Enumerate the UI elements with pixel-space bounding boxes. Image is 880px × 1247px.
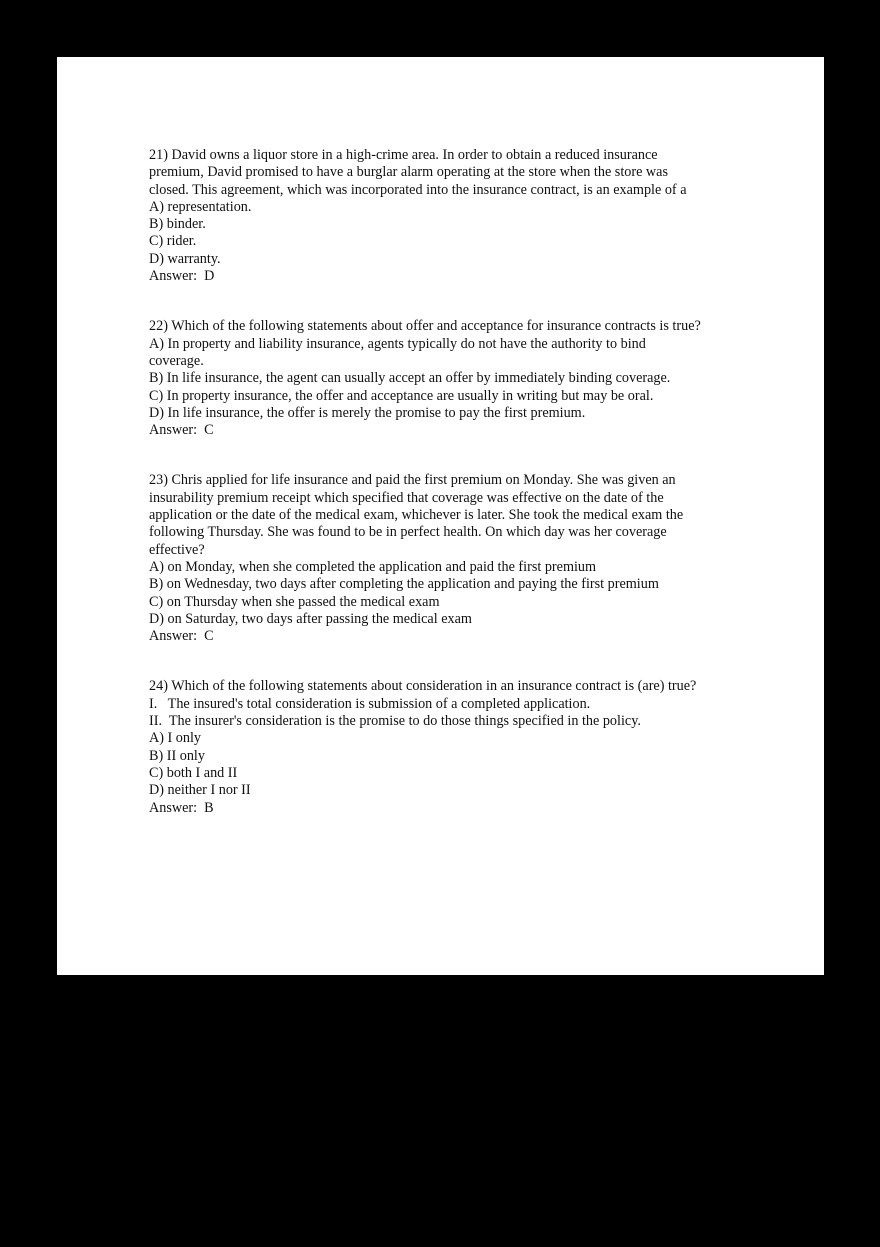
question-22 [149,318,789,439]
option-line: D) on Saturday, two days after passing the medical exam [149,610,472,627]
answer-line: Answer: C [149,628,214,645]
question-stem-line: 22) Which of the following statements about offer and acceptance for insurance contracts is true? [149,318,701,335]
document-page [57,57,824,975]
option-line: A) on Monday, when she completed the application and paid the first premium [149,558,597,575]
question-stem-line: effective? [149,541,205,558]
question-24 [149,678,789,816]
question-stem-line: 21) David owns a liquor store in a high-crime area. In order to obtain a reduced insurance [149,147,658,163]
option-line: B) II only [149,747,205,764]
option-line: B) on Wednesday, two days after completing the application and paying the first premium [149,576,659,593]
question-stem-line: 23) Chris applied for life insurance and paid the first premium on Monday. She was given an [149,472,676,489]
answer-line: Answer: C [149,422,214,439]
question-23 [149,472,789,645]
question-stem-line: closed. This agreement, which was incorporated into the insurance contract, is an example of a [149,181,687,198]
option-line: A) In property and liability insurance, agents typically do not have the authority to bind [149,335,646,352]
option-line: C) In property insurance, the offer and acceptance are usually in writing but may be oral. [149,387,654,404]
question-stem-line: following Thursday. She was found to be in perfect health. On which day was her coverage [149,524,667,541]
question-stem-line: 24) Which of the following statements about consideration in an insurance contract is (are) true? [149,678,697,695]
option-line: coverage. [149,352,204,369]
option-line: D) In life insurance, the offer is merely the promise to pay the first premium. [149,404,586,421]
question-stem-line: insurability premium receipt which specified that coverage was effective on the date of the [149,489,664,506]
answer-line: Answer: D [149,268,215,285]
option-line: C) rider. [149,233,197,250]
option-line: D) warranty. [149,250,221,267]
question-21 [149,147,789,285]
page-text-content [149,147,789,817]
question-stem-line: application or the date of the medical exam, whichever is later. She took the medical exam the [149,507,684,524]
option-line: B) In life insurance, the agent can usually accept an offer by immediately binding coverage. [149,370,671,387]
option-line: B) binder. [149,216,206,233]
roman-numeral-statement-line: II. The insurer's consideration is the promise to do those things specified in the policy. [149,713,641,730]
option-line: C) on Thursday when she passed the medical exam [149,593,440,610]
option-line: A) representation. [149,198,252,215]
answer-line: Answer: B [149,799,214,816]
option-line: C) both I and II [149,764,238,781]
option-line: D) neither I nor II [149,782,251,799]
roman-numeral-statement-line: I. The insured's total consideration is submission of a completed application. [149,695,591,712]
option-line: A) I only [149,730,202,747]
question-stem-line: premium, David promised to have a burglar alarm operating at the store when the store was [149,164,669,181]
